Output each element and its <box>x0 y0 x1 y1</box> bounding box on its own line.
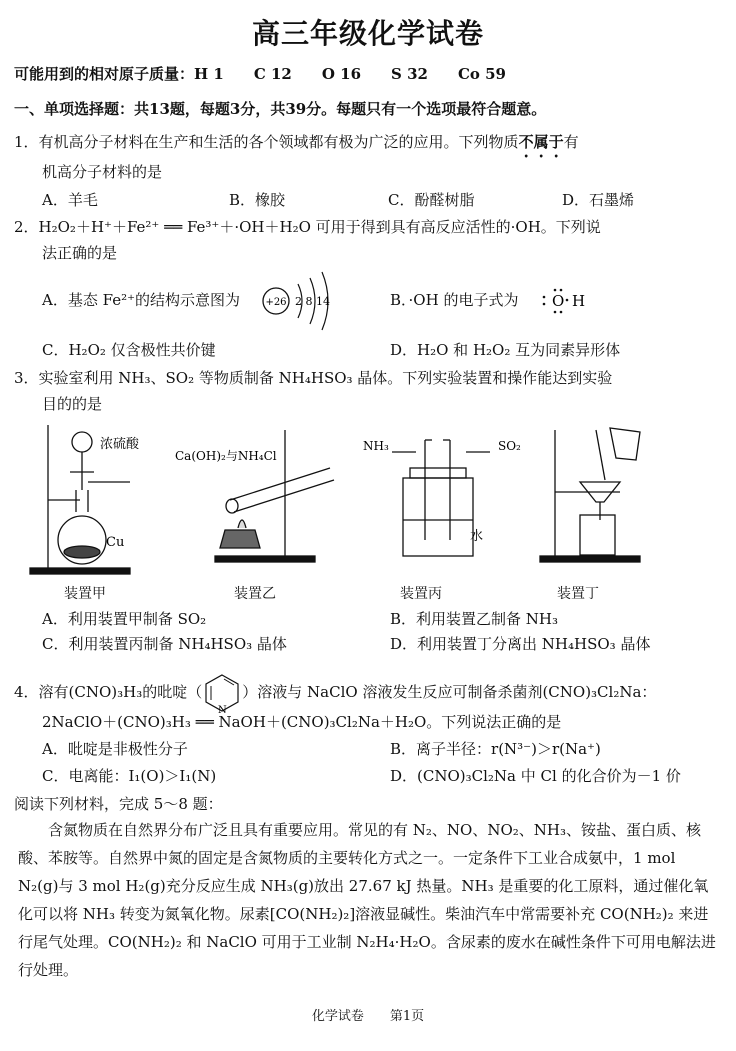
apparatus-a-label: 装置甲 <box>64 586 106 602</box>
label-cu: Cu <box>106 535 125 550</box>
q1-stem-a: 1．有机高分子材料在生产和生活的各个领域都有极为广泛的应用。下列物质 <box>14 133 519 151</box>
reading-intro: 阅读下列材料，完成 5～8 题： <box>14 795 223 813</box>
q4-option-c: C．电离能：I₁(O)＞I₁(N) <box>42 767 217 785</box>
q3-option-a: A．利用装置甲制备 SO₂ <box>42 610 207 628</box>
q4-equation: 2NaClO＋(CNO)₃H₃ ══ NaOH＋(CNO)₃Cl₂Na＋H₂O。下列说法正确的是 <box>42 713 562 731</box>
q3-option-b: B．利用装置乙制备 NH₃ <box>390 610 559 628</box>
shell-electrons: 2 8 14 <box>295 295 330 308</box>
pyridine-structure <box>202 673 242 713</box>
label-water: 水 <box>470 529 484 544</box>
atomic-masses: 可能用到的相对原子质量：H 1 C 12 O 16 S 32 Co 59 <box>14 65 506 83</box>
q4-option-a: A．吡啶是非极性分子 <box>42 740 188 758</box>
oxygen-symbol: O <box>552 292 565 310</box>
q4-stem <box>14 673 656 713</box>
fe2-structure-diagram <box>262 266 342 336</box>
q2-stem: 2．H₂O₂＋H⁺＋Fe²⁺ ══ Fe³⁺＋·OH＋H₂O 可用于得到具有高反应活性的·OH。下列说 <box>14 218 601 236</box>
q4-stem-b: ）溶液与 NaClO 溶液发生反应可制备杀菌剂(CNO)₃Cl₂Na： <box>242 683 657 701</box>
q2-option-d: D．H₂O 和 H₂O₂ 互为同素异形体 <box>390 341 621 359</box>
q1-option-d: D．石墨烯 <box>562 191 635 209</box>
q3-option-d: D．利用装置丁分离出 NH₄HSO₃ 晶体 <box>390 635 651 653</box>
q1-option-c: C．酚醛树脂 <box>388 191 475 209</box>
oh-electron-dot-formula <box>540 286 588 314</box>
label-reagent: Ca(OH)₂与NH₄Cl <box>175 449 277 463</box>
q1-stem <box>14 132 579 161</box>
q3-stem-line2: 目的的是 <box>42 395 103 413</box>
q1-stem-emphasis: 不属于 <box>518 133 564 151</box>
apparatus-d <box>540 428 640 562</box>
reading-paragraph: 含氮物质在自然界分布广泛且具有重要应用。常见的有 N₂、NO、NO₂、NH₃、铵盐、蛋白质、核酸、苯胺等。自然界中氮的固定是含氮物质的主要转化方式之一。一定条件下工业合成氨中，1 mol N₂(g)与 3 mol H₂(g)充分反应生成 NH₃(g)放出 27.67 kJ 热量。NH₃ 是重要的化工原料，通过催化氧化可以将 NH₃ 转变为氮氧化物。尿素[CO(NH₂)₂]溶液显碱性。柴油汽车中常需要补充 CO(NH₂)₂ 来进行尾气处理。CO(NH₂)₂ 和 NaClO 可用于工业制 N₂H₄·H₂O。含尿素的废水在碱性条件下可用电解法进行处理。 <box>18 821 716 979</box>
q4-option-b: B．离子半径：r(N³⁻)＞r(Na⁺) <box>390 740 601 758</box>
section-heading: 一、单项选择题：共13题，每题3分，共39分。每题只有一个选项最符合题意。 <box>14 100 547 118</box>
pyridine-n: N <box>218 705 228 713</box>
nucleus-charge: +26 <box>265 297 287 308</box>
q1-option-b: B．橡胶 <box>229 191 286 209</box>
label-acid: 浓硫酸 <box>100 437 140 452</box>
q3-option-c: C．利用装置丙制备 NH₄HSO₃ 晶体 <box>42 635 287 653</box>
q2-stem-line2: 法正确的是 <box>42 244 118 262</box>
q1-stem-line2: 机高分子材料的是 <box>42 163 163 181</box>
label-so2: SO₂ <box>498 439 521 453</box>
q1-option-a: A．羊毛 <box>42 191 98 209</box>
label-nh3: NH₃ <box>363 439 389 453</box>
q1-stem-b: 有 <box>563 133 579 151</box>
apparatus-figure <box>20 420 720 580</box>
apparatus-d-label: 装置丁 <box>557 586 599 602</box>
q2-option-b: B．·OH 的电子式为 <box>390 291 519 309</box>
apparatus-c-label: 装置丙 <box>400 586 442 602</box>
q4-option-d: D．(CNO)₃Cl₂Na 中 Cl 的化合价为－1 价 <box>390 767 681 785</box>
q4-stem-a: 4．溶有(CNO)₃H₃的吡啶（ <box>14 683 203 701</box>
q2-option-c: C．H₂O₂ 仅含极性共价键 <box>42 341 216 359</box>
q2-option-a: A．基态 Fe²⁺的结构示意图为 <box>42 291 240 309</box>
page-footer: 化学试卷 第1页 <box>311 1009 425 1024</box>
q3-stem: 3．实验室利用 NH₃、SO₂ 等物质制备 NH₄HSO₃ 晶体。下列实验装置和操作能达到实验 <box>14 369 613 387</box>
page-title: 高三年级化学试卷 <box>251 17 484 50</box>
apparatus-b-label: 装置乙 <box>234 586 276 602</box>
hydrogen-symbol: H <box>572 292 586 310</box>
